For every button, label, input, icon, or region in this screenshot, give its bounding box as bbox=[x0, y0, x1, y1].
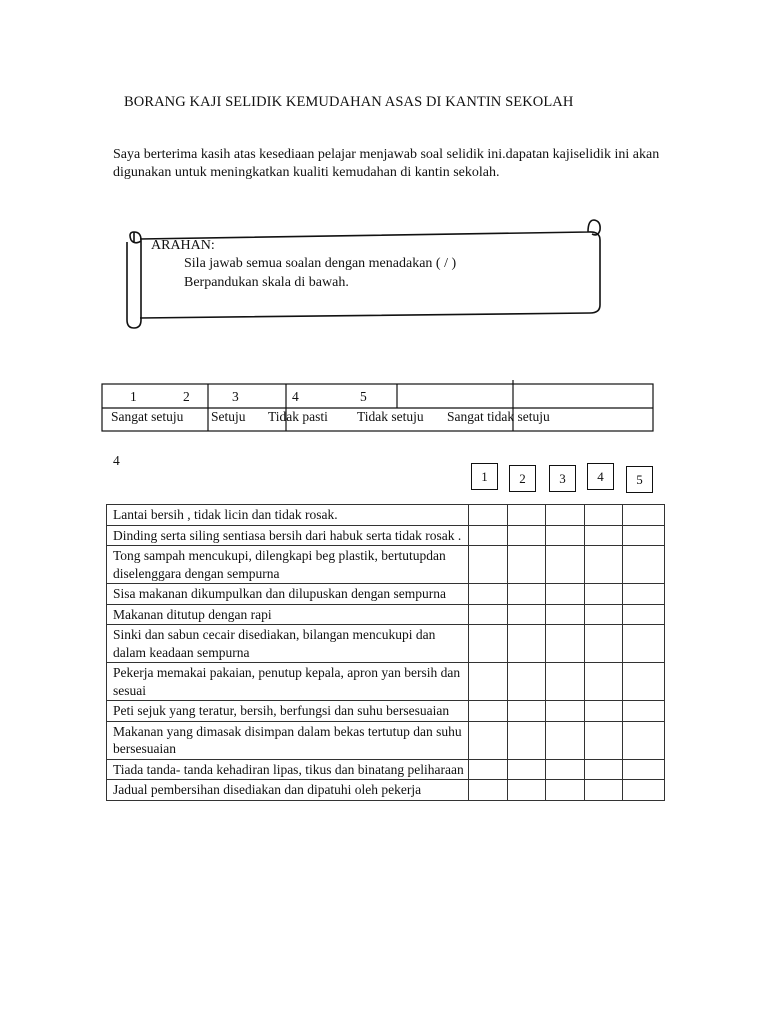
rating-cell-5[interactable] bbox=[623, 584, 665, 605]
scale-number-4: 4 bbox=[292, 389, 299, 404]
table-row bbox=[107, 525, 665, 546]
rating-cell-3[interactable] bbox=[546, 721, 585, 759]
column-header-5: 5 bbox=[626, 466, 653, 493]
table-row bbox=[107, 759, 665, 780]
rating-cell-1[interactable] bbox=[469, 663, 508, 701]
intro-paragraph: Saya berterima kasih atas kesediaan pelajar menjawab soal selidik ini.dapatan kajiselidik ini akan digunakan untuk meningkatkan kualiti kemudahan di kantin sekolah. bbox=[113, 147, 660, 180]
rating-cell-5[interactable] bbox=[623, 505, 665, 526]
rating-cell-4[interactable] bbox=[585, 780, 623, 801]
scale-label-5: Sangat tidak setuju bbox=[447, 409, 550, 424]
rating-cell-4[interactable] bbox=[585, 525, 623, 546]
column-header-2: 2 bbox=[509, 465, 536, 492]
table-row bbox=[107, 546, 665, 584]
rating-cell-2[interactable] bbox=[508, 625, 546, 663]
rating-cell-5[interactable] bbox=[623, 625, 665, 663]
question-text: Jadual pembersihan disediakan dan dipatuhi oleh pekerja bbox=[107, 780, 469, 801]
rating-cell-3[interactable] bbox=[546, 663, 585, 701]
rating-cell-5[interactable] bbox=[623, 604, 665, 625]
rating-cell-2[interactable] bbox=[508, 604, 546, 625]
table-row bbox=[107, 505, 665, 526]
table-row bbox=[107, 780, 665, 801]
rating-cell-5[interactable] bbox=[623, 546, 665, 584]
rating-cell-5[interactable] bbox=[623, 759, 665, 780]
rating-cell-3[interactable] bbox=[546, 625, 585, 663]
question-text: Sisa makanan dikumpulkan dan dilupuskan dengan sempurna bbox=[107, 584, 469, 605]
question-text: Pekerja memakai pakaian, penutup kepala, apron yan bersih dan sesuai bbox=[107, 663, 469, 701]
table-row bbox=[107, 625, 665, 663]
rating-cell-5[interactable] bbox=[623, 663, 665, 701]
column-header-3: 3 bbox=[549, 465, 576, 492]
rating-cell-2[interactable] bbox=[508, 701, 546, 722]
table-row bbox=[107, 604, 665, 625]
arahan-line-2: Berpandukan skala di bawah. bbox=[184, 275, 349, 290]
table-row bbox=[107, 584, 665, 605]
rating-cell-4[interactable] bbox=[585, 584, 623, 605]
question-text: Makanan yang dimasak disimpan dalam bekas tertutup dan suhu bersesuaian bbox=[107, 721, 469, 759]
rating-cell-2[interactable] bbox=[508, 759, 546, 780]
rating-cell-1[interactable] bbox=[469, 546, 508, 584]
column-header-4: 4 bbox=[587, 463, 614, 490]
rating-cell-1[interactable] bbox=[469, 780, 508, 801]
rating-cell-3[interactable] bbox=[546, 759, 585, 780]
rating-cell-4[interactable] bbox=[585, 625, 623, 663]
question-text: Sinki dan sabun cecair disediakan, bilangan mencukupi dan dalam keadaan sempurna bbox=[107, 625, 469, 663]
table-row bbox=[107, 721, 665, 759]
rating-cell-4[interactable] bbox=[585, 505, 623, 526]
scale-number-3: 3 bbox=[232, 389, 239, 404]
rating-cell-2[interactable] bbox=[508, 663, 546, 701]
rating-cell-2[interactable] bbox=[508, 505, 546, 526]
scale-label-4: Tidak setuju bbox=[357, 409, 424, 424]
question-text: Lantai bersih , tidak licin dan tidak rosak. bbox=[107, 505, 469, 526]
rating-cell-2[interactable] bbox=[508, 546, 546, 584]
rating-cell-4[interactable] bbox=[585, 604, 623, 625]
page-number: 4 bbox=[113, 453, 120, 468]
question-table bbox=[106, 504, 665, 801]
rating-cell-2[interactable] bbox=[508, 525, 546, 546]
rating-cell-5[interactable] bbox=[623, 780, 665, 801]
rating-cell-1[interactable] bbox=[469, 584, 508, 605]
arahan-line-1: Sila jawab semua soalan dengan menadakan ( / ) bbox=[184, 256, 457, 271]
rating-cell-1[interactable] bbox=[469, 505, 508, 526]
rating-cell-3[interactable] bbox=[546, 780, 585, 801]
scale-number-5: 5 bbox=[360, 389, 367, 404]
rating-cell-4[interactable] bbox=[585, 721, 623, 759]
rating-cell-1[interactable] bbox=[469, 759, 508, 780]
rating-cell-4[interactable] bbox=[585, 663, 623, 701]
rating-cell-1[interactable] bbox=[469, 525, 508, 546]
form-title: BORANG KAJI SELIDIK KEMUDAHAN ASAS DI KANTIN SEKOLAH bbox=[124, 94, 574, 110]
rating-cell-2[interactable] bbox=[508, 584, 546, 605]
scale-label-1: Sangat setuju bbox=[111, 409, 184, 424]
scale-label-3: Tidak pasti bbox=[268, 409, 328, 424]
rating-cell-1[interactable] bbox=[469, 625, 508, 663]
column-header-1: 1 bbox=[471, 463, 498, 490]
rating-cell-1[interactable] bbox=[469, 701, 508, 722]
rating-cell-3[interactable] bbox=[546, 604, 585, 625]
rating-cell-4[interactable] bbox=[585, 701, 623, 722]
rating-cell-3[interactable] bbox=[546, 505, 585, 526]
rating-cell-3[interactable] bbox=[546, 546, 585, 584]
arahan-heading: ARAHAN: bbox=[151, 238, 215, 253]
question-text: Makanan ditutup dengan rapi bbox=[107, 604, 469, 625]
table-row bbox=[107, 701, 665, 722]
question-text: Tong sampah mencukupi, dilengkapi beg plastik, bertutupdan diselenggara dengan sempurna bbox=[107, 546, 469, 584]
rating-cell-3[interactable] bbox=[546, 525, 585, 546]
rating-cell-5[interactable] bbox=[623, 721, 665, 759]
rating-cell-5[interactable] bbox=[623, 701, 665, 722]
rating-cell-5[interactable] bbox=[623, 525, 665, 546]
rating-cell-2[interactable] bbox=[508, 721, 546, 759]
scale-number-2: 2 bbox=[183, 389, 190, 404]
question-text: Dinding serta siling sentiasa bersih dari habuk serta tidak rosak . bbox=[107, 525, 469, 546]
scale-label-2: Setuju bbox=[211, 409, 246, 424]
question-text: Tiada tanda- tanda kehadiran lipas, tikus dan binatang peliharaan bbox=[107, 759, 469, 780]
rating-cell-3[interactable] bbox=[546, 584, 585, 605]
table-row bbox=[107, 663, 665, 701]
rating-cell-1[interactable] bbox=[469, 604, 508, 625]
question-text: Peti sejuk yang teratur, bersih, berfungsi dan suhu bersesuaian bbox=[107, 701, 469, 722]
rating-cell-2[interactable] bbox=[508, 780, 546, 801]
rating-cell-1[interactable] bbox=[469, 721, 508, 759]
rating-cell-3[interactable] bbox=[546, 701, 585, 722]
scale-number-1: 1 bbox=[130, 389, 137, 404]
rating-cell-4[interactable] bbox=[585, 759, 623, 780]
rating-cell-4[interactable] bbox=[585, 546, 623, 584]
